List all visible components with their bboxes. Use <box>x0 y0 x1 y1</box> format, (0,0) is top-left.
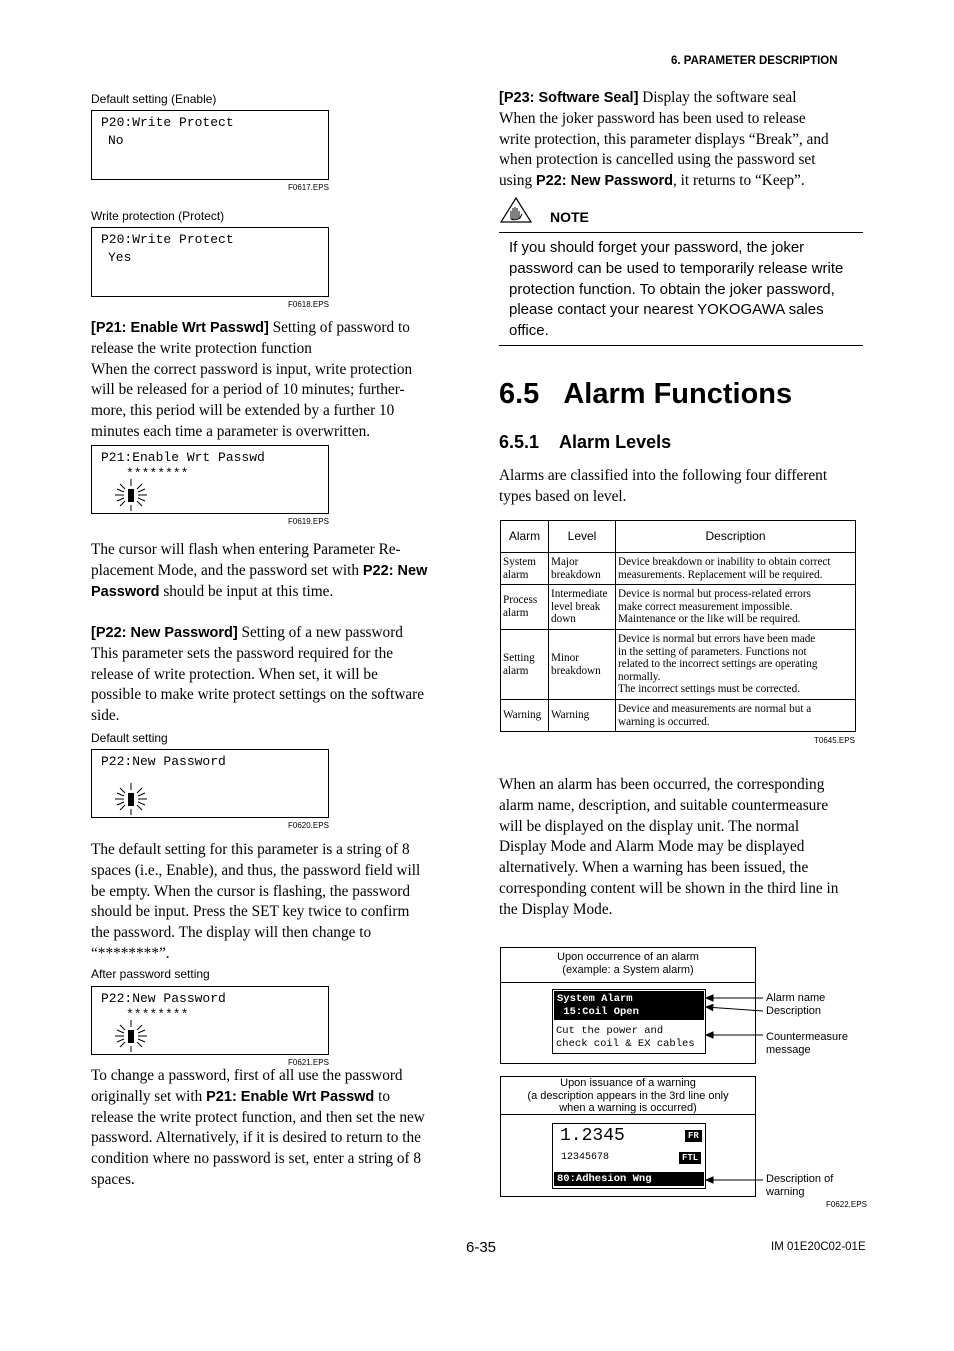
column-header: Description <box>616 521 856 553</box>
lcd-line: P20:Write Protect <box>101 115 234 130</box>
callout-label: Alarm name <box>766 992 826 1004</box>
text-line: This parameter sets the password required for the <box>91 644 394 662</box>
description-cell: Device is normal but errors have been made in the setting of parameters. Functions not related to the incorrect settings are operating normally. The incorrect settings must be corrected. <box>616 630 856 700</box>
text-span: placement Mode, and the password set with <box>91 561 363 579</box>
param-reference: P21: Enable Wrt Passwd <box>206 1088 375 1105</box>
table-row <box>501 553 856 585</box>
figure-caption: Write protection (Protect) <box>91 209 225 223</box>
text-span: using <box>499 172 536 190</box>
callout-arrow <box>700 1172 770 1188</box>
section-title: Alarm Functions <box>563 378 793 410</box>
text-line: more, this period will be extended by a further 10 <box>91 402 395 420</box>
unit-tag: FR <box>685 1130 702 1142</box>
lcd-line: P22:New Password <box>101 991 226 1006</box>
table-header-row <box>501 521 856 553</box>
text-line: possible to make write protect settings on the software <box>91 686 425 704</box>
countermeasure-line: check coil & EX cables <box>556 1038 695 1050</box>
figure-id: F0619.EPS <box>288 517 329 526</box>
note-label: NOTE <box>550 209 589 225</box>
callout-label: Description <box>766 1005 822 1017</box>
param-reference: P22: New Password <box>535 173 673 190</box>
text-line: Setting of a new password <box>237 624 403 641</box>
alarm-cell: System alarm <box>501 553 549 585</box>
figure-id: F0617.EPS <box>288 183 329 192</box>
unit-tag: FTL <box>679 1152 701 1164</box>
flashing-cursor-icon <box>114 782 148 816</box>
subsection-number: 6.5.1 <box>499 432 540 452</box>
lcd-line: No <box>108 133 124 148</box>
text-line: alarm name, description, and suitable countermeasure <box>499 796 829 814</box>
text-line: Display Mode and Alarm Mode may be displayed <box>499 838 805 856</box>
lcd-line: P21:Enable Wrt Passwd <box>101 450 265 465</box>
text-line: will be released for a period of 10 minutes; further- <box>91 381 405 399</box>
text-line: password. Alternatively, if it is desired to return to the <box>91 1129 421 1147</box>
text-line: should be input. Press the SET key twice to confirm <box>91 903 410 921</box>
text-line: release of write protection. When set, it will be <box>91 665 378 683</box>
text-line: be empty. When the cursor is flashing, the password <box>91 882 411 900</box>
document-number: IM 01E20C02-01E <box>771 1241 866 1253</box>
text-line: please contact your nearest YOKOGAWA sales <box>509 301 824 319</box>
totalizer-value: 12345678 <box>561 1152 610 1163</box>
alarm-cell: Process alarm <box>501 585 549 630</box>
figure-caption: Default setting (Enable) <box>91 92 217 106</box>
text-line: write protection, this parameter displays “Break”, and <box>499 130 829 148</box>
text-line: To change a password, first of all use the password <box>91 1067 403 1084</box>
lcd-line: P22:New Password <box>101 754 226 769</box>
column-header: Level <box>549 521 616 553</box>
lcd-line: P20:Write Protect <box>101 232 234 247</box>
section-heading <box>499 378 792 411</box>
text-line: release the write protection function <box>91 339 312 357</box>
figure-caption: After password setting <box>91 967 210 981</box>
alarm-name: System Alarm <box>557 993 633 1005</box>
table-row <box>501 700 856 732</box>
cursor-paragraph <box>91 540 461 602</box>
text-span: originally set with <box>91 1087 207 1105</box>
flashing-cursor-icon <box>114 478 148 512</box>
countermeasure-line: Cut the power and <box>556 1025 664 1037</box>
lcd-display <box>91 227 329 297</box>
text-line: when protection is cancelled using the password set <box>499 151 816 169</box>
warning-figure-title: Upon issuance of a warning (a description appears in the 3rd line only when a warning is occurred) <box>527 1077 729 1114</box>
text-line: release the write protect function, and then set the new <box>91 1108 425 1126</box>
alarm-figure-title: Upon occurrence of an alarm (example: a System alarm) <box>557 951 699 976</box>
section-number: 6.5 <box>499 378 540 410</box>
lcd-display <box>91 110 329 180</box>
caution-hand-icon <box>500 197 532 223</box>
subsection-heading <box>499 432 671 453</box>
text-line: password can be used to temporarily release write <box>509 259 844 277</box>
text-line: alternatively. When a warning has been issued, the <box>499 859 809 877</box>
text-line: When the correct password is input, write protection <box>91 360 413 378</box>
level-cell: Major breakdown <box>549 553 616 585</box>
callout-label: Countermeasure message <box>766 1031 848 1056</box>
text-line: minutes each time a parameter is overwritten. <box>91 422 371 440</box>
default-paragraph <box>91 840 461 965</box>
text-line: corresponding content will be shown in the third line in <box>499 879 839 897</box>
password-stars: ******** <box>126 466 189 481</box>
text-line: The default setting for this parameter is a string of 8 <box>91 841 410 858</box>
level-cell: Warning <box>549 700 616 732</box>
callout-label: Description of warning <box>766 1173 834 1198</box>
text-line: office. <box>509 322 549 340</box>
text-line: “********”. <box>91 944 170 962</box>
password-stars: ******** <box>126 1007 189 1022</box>
text-line: the password. The display will then change to <box>91 924 372 942</box>
alarm-description: 15:Coil Open <box>557 1006 639 1018</box>
measured-value: 1.2345 <box>560 1126 625 1146</box>
param-reference: P22: New <box>362 562 428 579</box>
change-paragraph <box>91 1066 461 1191</box>
text-line: The cursor will flash when entering Parameter Re- <box>91 541 401 558</box>
running-header: 6. PARAMETER DESCRIPTION <box>671 55 838 67</box>
column-header: Alarm <box>501 521 549 553</box>
text-line: spaces. <box>91 1170 135 1188</box>
warning-description: 80:Adhesion Wng <box>557 1173 652 1185</box>
param-heading: [P22: New Password] <box>91 625 238 641</box>
alarm-cell: Setting alarm <box>501 630 549 700</box>
param-heading: [P23: Software Seal] <box>499 90 639 106</box>
figure-id: F0620.EPS <box>288 821 329 830</box>
page-number: 6-35 <box>466 1239 497 1256</box>
param-heading: [P21: Enable Wrt Passwd] <box>91 320 269 336</box>
lcd-line: Yes <box>108 250 132 265</box>
text-line: types based on level. <box>499 487 627 505</box>
param-reference: Password <box>91 583 160 600</box>
text-line: If you should forget your password, the joker <box>509 239 805 256</box>
lcd-display <box>91 749 329 818</box>
note-rule-top <box>499 232 863 233</box>
alarm-lcd-highlight <box>554 991 704 1020</box>
text-line: When the joker password has been used to release <box>499 109 806 127</box>
text-line: Setting of password to <box>268 319 410 336</box>
note-text <box>509 238 863 342</box>
level-cell: Minor breakdown <box>549 630 616 700</box>
figure-id: F0622.EPS <box>826 1200 867 1209</box>
text-span: should be input at this time. <box>159 582 334 600</box>
table-row <box>501 585 856 630</box>
alarm-levels-table <box>500 520 856 732</box>
occurrence-paragraph <box>499 775 869 921</box>
intro-paragraph <box>499 466 869 508</box>
level-cell: Intermediate level break down <box>549 585 616 630</box>
description-cell: Device and measurements are normal but a warning is occurred. <box>616 700 856 732</box>
table-id: T0645.EPS <box>814 736 855 745</box>
note-rule-bottom <box>499 345 863 346</box>
text-line: condition where no password is set, enter a string of 8 <box>91 1150 422 1168</box>
text-line: Alarms are classified into the following four different <box>499 467 828 484</box>
text-line: spaces (i.e., Enable), and thus, the password field will <box>91 861 421 879</box>
text-line: will be displayed on the display unit. The normal <box>499 817 800 835</box>
text-line: side. <box>91 707 120 725</box>
warning-line-highlight <box>554 1172 704 1186</box>
alarm-cell: Warning <box>501 700 549 732</box>
description-cell: Device breakdown or inability to obtain correct measurements. Replacement will be required. <box>616 553 856 585</box>
flashing-cursor-icon <box>114 1019 148 1053</box>
p22-paragraph <box>91 623 461 727</box>
figure-id: F0618.EPS <box>288 300 329 309</box>
lcd-display <box>91 986 329 1055</box>
p21-paragraph <box>91 318 461 443</box>
text-line: When an alarm has been occurred, the corresponding <box>499 776 825 793</box>
figure-id: F0621.EPS <box>288 1058 329 1067</box>
callout-arrows <box>700 990 770 1040</box>
alarm-lcd <box>552 989 706 1054</box>
figure-caption: Default setting <box>91 731 168 745</box>
text-line: protection function. To obtain the joker password, <box>509 280 835 298</box>
p23-paragraph <box>499 88 869 192</box>
warning-lcd <box>552 1123 706 1189</box>
subsection-title: Alarm Levels <box>559 432 672 452</box>
lcd-display <box>91 445 329 514</box>
text-span: , it returns to “Keep”. <box>672 172 805 190</box>
text-span: to <box>374 1087 391 1105</box>
description-cell: Device is normal but process-related errors make correct measurement impossible. Maintenance or the like will be required. <box>616 585 856 630</box>
text-line: Display the software seal <box>638 89 797 106</box>
text-line: the Display Mode. <box>499 900 613 918</box>
table-row <box>501 630 856 700</box>
